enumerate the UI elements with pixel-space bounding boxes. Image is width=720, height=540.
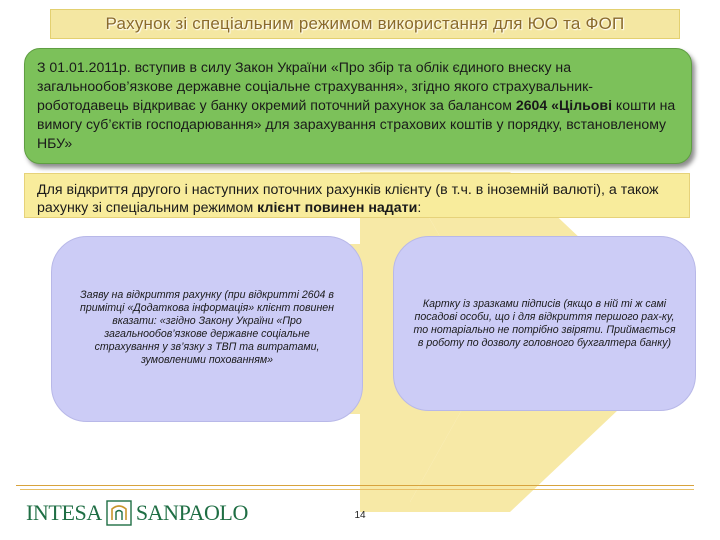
signature-card (393, 236, 696, 411)
requirements-info-box (24, 173, 690, 218)
requirements-text-part-2: : (417, 200, 422, 216)
intesa-sanpaolo-logo (26, 500, 248, 526)
law-text-account-number: 2604 (515, 97, 548, 113)
page-number: 14 (354, 510, 366, 521)
logo-word-intesa: INTESA (26, 500, 102, 525)
intesa-sanpaolo-mark-icon (106, 500, 132, 526)
requirements-text-bold: клієнт повинен надати (257, 200, 418, 216)
signature-card-text: Картку із зразками підписів (якщо в ній ті ж самі посадові особи, що і для відкриття першого рах-ку, то нотаріально не потрібно звіряти. Приймається в роботу по дозволу головного бухгалтера банку) (413, 297, 676, 349)
logo-word-sanpaolo: SANPAOLO (135, 500, 248, 525)
requirements-text-part-1: Для відкриття другого і наступних поточних рахунків клієнту (в т.ч. в іноземній валюті), а також рахунку зі спеціальним режимом (37, 182, 659, 216)
requirements-info-text (37, 181, 679, 217)
application-card-text: Заяву на відкриття рахунку (при відкритті 2604 в примітці «Додаткова інформація» клієнт повинен вказати: «згідно Закону України «Про загальнообов’язкове державне соціальне страхування у зв’язку з ТВП та витратами, зумовленими похованням» (80, 289, 334, 366)
footer-divider (16, 485, 694, 486)
law-text-part-1: З 01.01.2011р. вступив в силу Закон України «Про збір та облік єдиного внеску на загальнообов’язкове державне соціальне страхування», згідно якого страхувальник-роботодавець відкриває у банку окремий поточний рахунок за балансом (37, 59, 593, 113)
application-card (51, 236, 363, 422)
law-text-account-name: Цільові (558, 97, 613, 113)
slide-title-bar (50, 9, 680, 39)
law-text-part-3: кошти на вимогу суб’єктів господарювання» для зарахування страхових коштів у порядку, встановленому НБУ» (37, 97, 676, 151)
slide-title: Рахунок зі спеціальним режимом використання для ЮО та ФОП (105, 14, 625, 33)
law-info-box (24, 48, 692, 164)
law-text-part-2: « (547, 97, 559, 113)
footer-divider-secondary (20, 489, 694, 490)
law-info-text (37, 58, 679, 153)
